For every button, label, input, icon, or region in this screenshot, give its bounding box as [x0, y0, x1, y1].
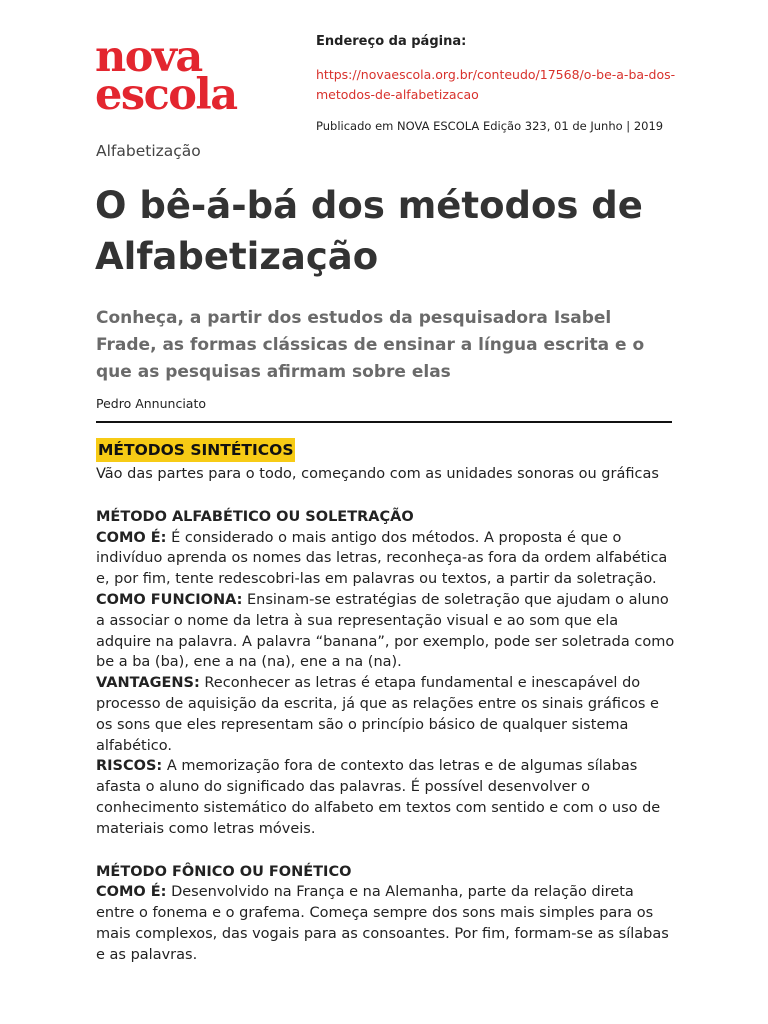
page-url-link[interactable]: https://novaescola.org.br/conteudo/17568/o-be-a-ba-dos-metodos-de-alfabetizacao — [316, 67, 676, 102]
method-item — [96, 528, 676, 590]
article-title: O bê-á-bá dos métodos de Alfabetização — [95, 184, 643, 278]
item-label: COMO É: — [96, 884, 167, 901]
category-label: Alfabetização — [96, 142, 201, 160]
item-text: Ensinam-se estratégias de soletração que ajudam o aluno a associar o nome da letra à sua representação visual e ao som que ela adquire na palavra. A palavra “banana”, por exemplo, pode ser soletrada como be a ba (ba), ene a na (na), ene a na (na). — [96, 591, 675, 671]
item-text: É considerado o mais antigo dos métodos. A proposta é que o indivíduo aprenda os nomes das letras, reconheça-as fora da ordem alfabética e, por fim, tente redescobri-las em palavras ou textos, a partir da soletração. — [96, 529, 668, 588]
logo-line-1: nova — [95, 32, 202, 82]
method-item — [96, 590, 676, 673]
publication-info: Publicado em NOVA ESCOLA Edição 323, 01 de Junho | 2019 — [316, 119, 664, 133]
item-label: VANTAGENS: — [96, 675, 200, 692]
section-title: MÉTODOS SINTÉTICOS — [96, 438, 295, 462]
page-meta — [316, 34, 686, 133]
item-text: Desenvolvido na França e na Alemanha, parte da relação direta entre o fonema e o grafema. Começa sempre dos sons mais simples para os mais complexos, das vogais para as consoantes. Por fim, formam-se as sílabas e as palavras. — [96, 884, 669, 963]
article-subtitle: Conheça, a partir dos estudos da pesquisadora Isabel Frade, as formas clássicas de ensinar a língua escrita e o que as pesquisas afirmam sobre elas — [96, 308, 645, 382]
method-item — [96, 882, 676, 965]
divider — [96, 421, 672, 423]
method-block — [96, 862, 676, 966]
method-block — [96, 507, 676, 840]
section-intro: Vão das partes para o todo, começando com as unidades sonoras ou gráficas — [96, 466, 659, 482]
author-name: Pedro Annunciato — [96, 396, 206, 411]
item-text: A memorização fora de contexto das letras e de algumas sílabas afasta o aluno do significado das palavras. É possível desenvolver o conhecimento sistemático do alfabeto em textos com sentido e com o uso de materiais como letras móveis. — [96, 758, 661, 837]
item-text: Reconhecer as letras é etapa fundamental e inescapável do processo de aquisição da escrita, já que as relações entre os sinais gráficos e os sons que eles representam são o princípio básico de qualquer sistema alfabético. — [96, 675, 659, 754]
method-title: MÉTODO ALFABÉTICO OU SOLETRAÇÃO — [96, 508, 414, 525]
method-item — [96, 756, 676, 839]
item-label: COMO FUNCIONA: — [96, 591, 243, 608]
logo-line-2: escola — [95, 70, 237, 120]
method-title: MÉTODO FÔNICO OU FONÉTICO — [96, 863, 352, 880]
meta-label: Endereço da página: — [316, 34, 467, 49]
item-label: RISCOS: — [96, 758, 163, 775]
nova-escola-logo[interactable] — [95, 32, 237, 120]
article-body — [96, 438, 676, 966]
item-label: COMO É: — [96, 529, 167, 546]
method-item — [96, 673, 676, 756]
